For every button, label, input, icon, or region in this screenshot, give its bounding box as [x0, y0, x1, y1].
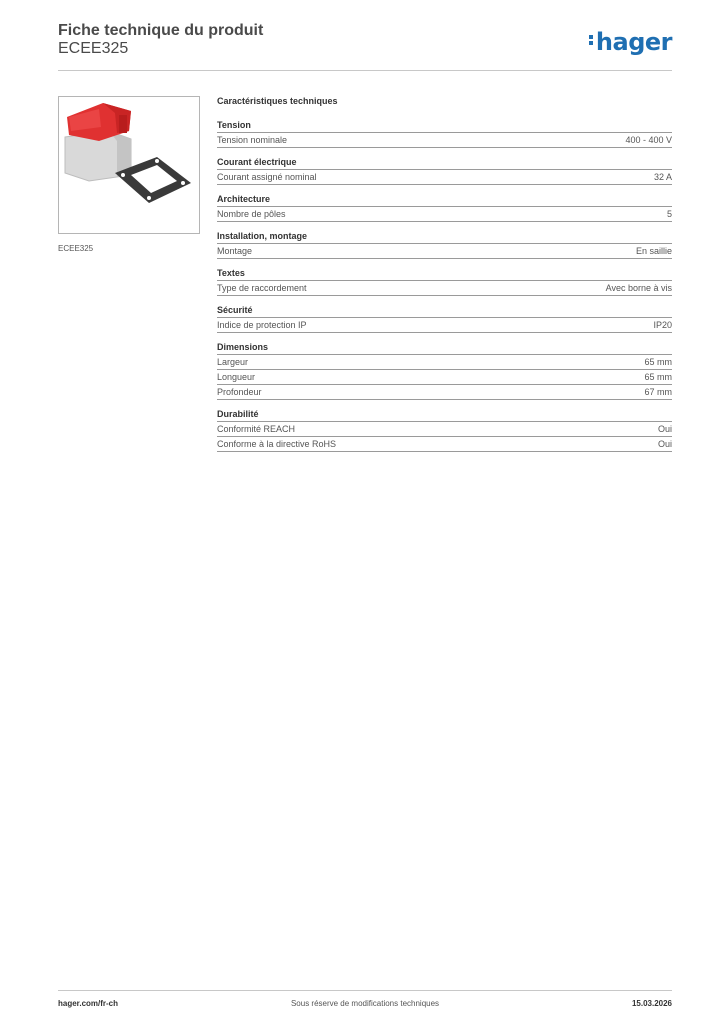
product-code: ECEE325 [58, 40, 129, 57]
spec-row [217, 355, 672, 370]
spec-label: Profondeur [217, 387, 262, 397]
page-title: Fiche technique du produit [58, 22, 264, 39]
page-footer [58, 990, 672, 1008]
spec-row [217, 370, 672, 385]
spec-label: Type de raccordement [217, 283, 307, 293]
product-image-caption: ECEE325 [58, 244, 94, 253]
footer-disclaimer: Sous réserve de modifications techniques [290, 999, 440, 1008]
spec-value: 32 A [653, 172, 672, 182]
section-title: Installation, montage [217, 231, 672, 244]
logo-text: hager [595, 28, 672, 56]
spec-value: En saillie [635, 246, 672, 256]
spec-value: 5 [666, 209, 672, 219]
section-durabilite [217, 409, 672, 452]
spec-value: Avec borne à vis [605, 283, 672, 293]
section-title: Dimensions [217, 342, 672, 355]
page-header [58, 22, 672, 71]
spec-label: Conformité REACH [217, 424, 296, 434]
section-textes [217, 268, 672, 296]
spec-label: Conforme à la directive RoHS [217, 439, 337, 449]
section-architecture [217, 194, 672, 222]
spec-value: Oui [657, 439, 672, 449]
section-title: Sécurité [217, 305, 672, 318]
section-installation [217, 231, 672, 259]
spec-row [217, 437, 672, 452]
technical-specs [217, 96, 672, 461]
spec-label: Indice de protection IP [217, 320, 307, 330]
section-title: Durabilité [217, 409, 672, 422]
spec-label: Largeur [217, 357, 249, 367]
spec-row [217, 281, 672, 296]
spec-value: 67 mm [644, 387, 672, 397]
spec-value: IP20 [653, 320, 672, 330]
spec-row [217, 385, 672, 400]
spec-row [217, 207, 672, 222]
spec-label: Longueur [217, 372, 256, 382]
section-title: Courant électrique [217, 157, 672, 170]
logo-dots-icon [589, 33, 594, 47]
specs-title: Caractéristiques techniques [217, 96, 338, 106]
section-title: Tension [217, 120, 672, 133]
spec-label: Tension nominale [217, 135, 288, 145]
spec-row [217, 422, 672, 437]
industrial-socket-icon [59, 97, 199, 233]
footer-website-link[interactable]: hager.com/fr-ch [58, 999, 119, 1008]
section-securite [217, 305, 672, 333]
spec-label: Courant assigné nominal [217, 172, 317, 182]
section-dimensions [217, 342, 672, 400]
spec-row [217, 133, 672, 148]
spec-label: Nombre de pôles [217, 209, 286, 219]
spec-value: 65 mm [644, 357, 672, 367]
section-title: Textes [217, 268, 672, 281]
spec-row [217, 170, 672, 185]
footer-date: 15.03.2026 [631, 999, 672, 1008]
spec-value: 65 mm [644, 372, 672, 382]
hager-logo[interactable] [589, 28, 672, 56]
section-courant [217, 157, 672, 185]
spec-row [217, 318, 672, 333]
section-title: Architecture [217, 194, 672, 207]
product-image [58, 96, 200, 234]
spec-value: Oui [657, 424, 672, 434]
spec-label: Montage [217, 246, 253, 256]
spec-value: 400 - 400 V [625, 135, 672, 145]
section-tension [217, 120, 672, 148]
spec-row [217, 244, 672, 259]
